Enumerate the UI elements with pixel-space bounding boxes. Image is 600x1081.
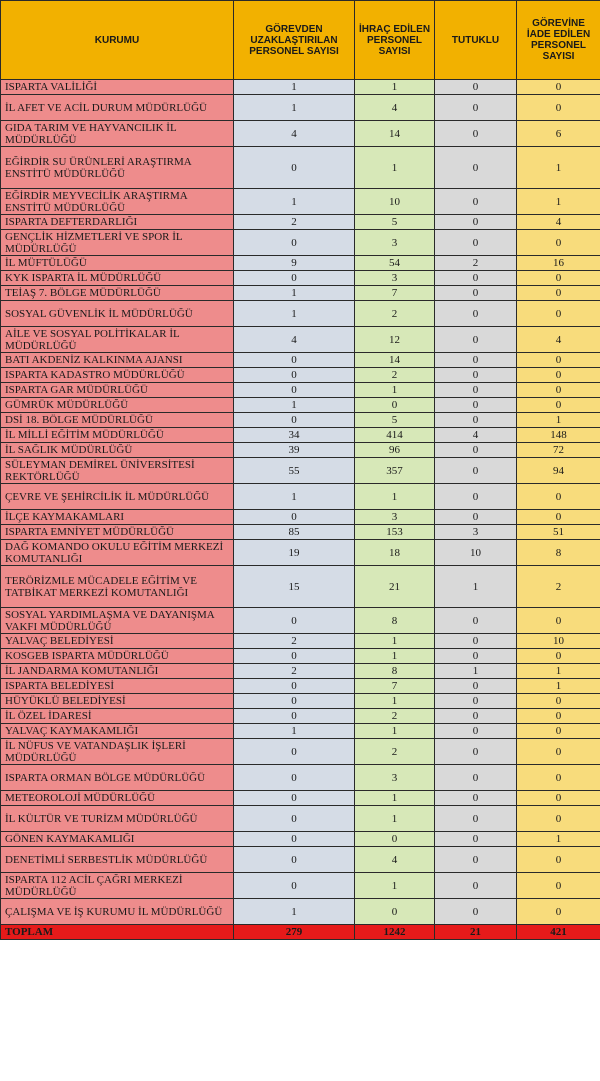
tutuklu-value: 0: [435, 510, 517, 525]
table-row: [1, 791, 600, 806]
table-row: [1, 634, 600, 649]
uzaklastirilan-value: 34: [234, 428, 355, 443]
tutuklu-value: 0: [435, 413, 517, 428]
tutuklu-value: 4: [435, 428, 517, 443]
iade-value: 0: [517, 301, 600, 327]
tutuklu-value: 0: [435, 327, 517, 353]
header-iade: GÖREVİNE İADE EDİLEN PERSONEL SAYISI: [517, 1, 600, 80]
institution-name: TEİAŞ 7. BÖLGE MÜDÜRLÜĞÜ: [1, 286, 234, 301]
table-row: [1, 566, 600, 608]
institution-name: GÜMRÜK MÜDÜRLÜĞÜ: [1, 398, 234, 413]
table-row: [1, 413, 600, 428]
institution-name: İLÇE KAYMAKAMLARI: [1, 510, 234, 525]
tutuklu-value: 0: [435, 832, 517, 847]
uzaklastirilan-value: 0: [234, 694, 355, 709]
ihrac-value: 5: [355, 215, 435, 230]
ihrac-value: 7: [355, 679, 435, 694]
institution-name: EĞİRDİR MEYVECİLİK ARAŞTIRMA ENSTİTÜ MÜDÜRLÜĞÜ: [1, 189, 234, 215]
iade-value: 0: [517, 847, 600, 873]
tutuklu-value: 0: [435, 458, 517, 484]
uzaklastirilan-value: 1: [234, 189, 355, 215]
uzaklastirilan-value: 0: [234, 679, 355, 694]
tutuklu-value: 0: [435, 215, 517, 230]
uzaklastirilan-value: 55: [234, 458, 355, 484]
uzaklastirilan-value: 1: [234, 724, 355, 739]
table-row: [1, 664, 600, 679]
uzaklastirilan-value: 1: [234, 286, 355, 301]
tutuklu-value: 0: [435, 679, 517, 694]
iade-value: 1: [517, 679, 600, 694]
institution-name: YALVAÇ KAYMAKAMLIĞI: [1, 724, 234, 739]
iade-value: 0: [517, 398, 600, 413]
table-row: [1, 679, 600, 694]
tutuklu-value: 0: [435, 271, 517, 286]
institution-name: SOSYAL GÜVENLİK İL MÜDÜRLÜĞÜ: [1, 301, 234, 327]
tutuklu-value: 0: [435, 368, 517, 383]
total-tutuklu: 21: [435, 925, 517, 940]
header-uzaklastirilan: GÖREVDEN UZAKLAŞTIRILAN PERSONEL SAYISI: [234, 1, 355, 80]
table-row: [1, 271, 600, 286]
tutuklu-value: 3: [435, 525, 517, 540]
iade-value: 0: [517, 80, 600, 95]
institution-name: İL JANDARMA KOMUTANLIĞI: [1, 664, 234, 679]
iade-value: 0: [517, 510, 600, 525]
iade-value: 4: [517, 215, 600, 230]
ihrac-value: 1: [355, 873, 435, 899]
tutuklu-value: 0: [435, 230, 517, 256]
tutuklu-value: 0: [435, 353, 517, 368]
institution-name: SÜLEYMAN DEMİREL ÜNİVERSİTESİ REKTÖRLÜĞÜ: [1, 458, 234, 484]
uzaklastirilan-value: 0: [234, 608, 355, 634]
uzaklastirilan-value: 0: [234, 383, 355, 398]
ihrac-value: 18: [355, 540, 435, 566]
iade-value: 0: [517, 806, 600, 832]
table-row: [1, 443, 600, 458]
total-uzaklastirilan: 279: [234, 925, 355, 940]
total-label: TOPLAM: [1, 925, 234, 940]
uzaklastirilan-value: 0: [234, 649, 355, 664]
ihrac-value: 0: [355, 899, 435, 925]
ihrac-value: 1: [355, 147, 435, 189]
table-row: [1, 806, 600, 832]
iade-value: 1: [517, 832, 600, 847]
ihrac-value: 3: [355, 230, 435, 256]
table-row: [1, 899, 600, 925]
tutuklu-value: 0: [435, 286, 517, 301]
institution-name: GÖNEN KAYMAKAMLIĞI: [1, 832, 234, 847]
iade-value: 8: [517, 540, 600, 566]
iade-value: 0: [517, 383, 600, 398]
tutuklu-value: 1: [435, 566, 517, 608]
institution-name: ISPARTA EMNİYET MÜDÜRLÜĞÜ: [1, 525, 234, 540]
institution-name: ISPARTA DEFTERDARLIĞI: [1, 215, 234, 230]
ihrac-value: 1: [355, 791, 435, 806]
iade-value: 6: [517, 121, 600, 147]
iade-value: 0: [517, 873, 600, 899]
institution-name: GIDA TARIM VE HAYVANCILIK İL MÜDÜRLÜĞÜ: [1, 121, 234, 147]
ihrac-value: 2: [355, 301, 435, 327]
iade-value: 1: [517, 189, 600, 215]
tutuklu-value: 0: [435, 189, 517, 215]
ihrac-value: 7: [355, 286, 435, 301]
institution-name: İL ÖZEL İDARESİ: [1, 709, 234, 724]
table-row: [1, 832, 600, 847]
tutuklu-value: 2: [435, 256, 517, 271]
iade-value: 1: [517, 413, 600, 428]
iade-value: 0: [517, 353, 600, 368]
ihrac-value: 1: [355, 80, 435, 95]
iade-value: 72: [517, 443, 600, 458]
iade-value: 1: [517, 147, 600, 189]
uzaklastirilan-value: 0: [234, 739, 355, 765]
ihrac-value: 14: [355, 121, 435, 147]
uzaklastirilan-value: 0: [234, 147, 355, 189]
ihrac-value: 1: [355, 634, 435, 649]
institution-name: ÇEVRE VE ŞEHİRCİLİK İL MÜDÜRLÜĞÜ: [1, 484, 234, 510]
uzaklastirilan-value: 0: [234, 832, 355, 847]
ihrac-value: 2: [355, 739, 435, 765]
ihrac-value: 3: [355, 271, 435, 286]
uzaklastirilan-value: 15: [234, 566, 355, 608]
iade-value: 2: [517, 566, 600, 608]
tutuklu-value: 0: [435, 484, 517, 510]
uzaklastirilan-value: 4: [234, 327, 355, 353]
tutuklu-value: 0: [435, 383, 517, 398]
institution-name: BATI AKDENİZ KALKINMA AJANSI: [1, 353, 234, 368]
table-row: [1, 739, 600, 765]
ihrac-value: 2: [355, 709, 435, 724]
uzaklastirilan-value: 0: [234, 368, 355, 383]
table-row: [1, 458, 600, 484]
ihrac-value: 8: [355, 664, 435, 679]
ihrac-value: 1: [355, 694, 435, 709]
institution-name: METEOROLOJİ MÜDÜRLÜĞÜ: [1, 791, 234, 806]
institution-name: GENÇLİK HİZMETLERİ VE SPOR İL MÜDÜRLÜĞÜ: [1, 230, 234, 256]
institution-name: İL AFET VE ACİL DURUM MÜDÜRLÜĞÜ: [1, 95, 234, 121]
ihrac-value: 153: [355, 525, 435, 540]
table-row: [1, 256, 600, 271]
table-row: [1, 724, 600, 739]
ihrac-value: 21: [355, 566, 435, 608]
total-row: [1, 925, 600, 940]
uzaklastirilan-value: 1: [234, 95, 355, 121]
table-row: [1, 510, 600, 525]
uzaklastirilan-value: 1: [234, 80, 355, 95]
tutuklu-value: 0: [435, 709, 517, 724]
ihrac-value: 4: [355, 847, 435, 873]
iade-value: 0: [517, 649, 600, 664]
header-tutuklu: TUTUKLU: [435, 1, 517, 80]
tutuklu-value: 0: [435, 899, 517, 925]
uzaklastirilan-value: 1: [234, 484, 355, 510]
uzaklastirilan-value: 1: [234, 301, 355, 327]
institution-name: SOSYAL YARDIMLAŞMA VE DAYANIŞMA VAKFI MÜDÜRLÜĞÜ: [1, 608, 234, 634]
tutuklu-value: 0: [435, 694, 517, 709]
institution-name: DAĞ KOMANDO OKULU EĞİTİM MERKEZİ KOMUTANLIĞI: [1, 540, 234, 566]
uzaklastirilan-value: 2: [234, 215, 355, 230]
header-kurumu: KURUMU: [1, 1, 234, 80]
table-row: [1, 121, 600, 147]
uzaklastirilan-value: 1: [234, 899, 355, 925]
uzaklastirilan-value: 19: [234, 540, 355, 566]
ihrac-value: 12: [355, 327, 435, 353]
table-row: [1, 147, 600, 189]
uzaklastirilan-value: 0: [234, 806, 355, 832]
table-row: [1, 709, 600, 724]
ihrac-value: 1: [355, 383, 435, 398]
ihrac-value: 1: [355, 724, 435, 739]
institution-name: ISPARTA ORMAN BÖLGE MÜDÜRLÜĞÜ: [1, 765, 234, 791]
institution-name: ISPARTA GAR MÜDÜRLÜĞÜ: [1, 383, 234, 398]
table-row: [1, 608, 600, 634]
uzaklastirilan-value: 0: [234, 709, 355, 724]
iade-value: 16: [517, 256, 600, 271]
institution-name: İL NÜFUS VE VATANDAŞLIK İŞLERİ MÜDÜRLÜĞÜ: [1, 739, 234, 765]
tutuklu-value: 0: [435, 873, 517, 899]
institution-name: YALVAÇ BELEDİYESİ: [1, 634, 234, 649]
table-row: [1, 327, 600, 353]
tutuklu-value: 0: [435, 608, 517, 634]
table-row: [1, 215, 600, 230]
iade-value: 0: [517, 484, 600, 510]
table-row: [1, 301, 600, 327]
tutuklu-value: 1: [435, 664, 517, 679]
tutuklu-value: 0: [435, 791, 517, 806]
tutuklu-value: 0: [435, 443, 517, 458]
tutuklu-value: 0: [435, 739, 517, 765]
institution-name: İL KÜLTÜR VE TURİZM MÜDÜRLÜĞÜ: [1, 806, 234, 832]
uzaklastirilan-value: 85: [234, 525, 355, 540]
iade-value: 0: [517, 791, 600, 806]
table-row: [1, 95, 600, 121]
iade-value: 0: [517, 724, 600, 739]
iade-value: 0: [517, 230, 600, 256]
iade-value: 148: [517, 428, 600, 443]
iade-value: 0: [517, 95, 600, 121]
total-ihrac: 1242: [355, 925, 435, 940]
iade-value: 4: [517, 327, 600, 353]
institution-name: TERÖRİZMLE MÜCADELE EĞİTİM VE TATBİKAT MERKEZİ KOMUTANLIĞI: [1, 566, 234, 608]
iade-value: 0: [517, 608, 600, 634]
ihrac-value: 1: [355, 484, 435, 510]
iade-value: 0: [517, 368, 600, 383]
table-row: [1, 286, 600, 301]
ihrac-value: 5: [355, 413, 435, 428]
iade-value: 0: [517, 709, 600, 724]
iade-value: 0: [517, 765, 600, 791]
institution-name: İL MÜFTÜLÜĞÜ: [1, 256, 234, 271]
tutuklu-value: 0: [435, 80, 517, 95]
tutuklu-value: 0: [435, 121, 517, 147]
uzaklastirilan-value: 1: [234, 398, 355, 413]
uzaklastirilan-value: 4: [234, 121, 355, 147]
uzaklastirilan-value: 0: [234, 847, 355, 873]
iade-value: 0: [517, 694, 600, 709]
ihrac-value: 414: [355, 428, 435, 443]
iade-value: 0: [517, 271, 600, 286]
ihrac-value: 1: [355, 806, 435, 832]
tutuklu-value: 0: [435, 95, 517, 121]
total-iade: 421: [517, 925, 600, 940]
table-row: [1, 525, 600, 540]
table-row: [1, 694, 600, 709]
ihrac-value: 4: [355, 95, 435, 121]
institution-name: AİLE VE SOSYAL POLİTİKALAR İL MÜDÜRLÜĞÜ: [1, 327, 234, 353]
institution-name: ÇALIŞMA VE İŞ KURUMU İL MÜDÜRLÜĞÜ: [1, 899, 234, 925]
ihrac-value: 3: [355, 510, 435, 525]
ihrac-value: 10: [355, 189, 435, 215]
uzaklastirilan-value: 2: [234, 664, 355, 679]
table-row: [1, 765, 600, 791]
ihrac-value: 2: [355, 368, 435, 383]
institution-name: KOSGEB ISPARTA MÜDÜRLÜĞÜ: [1, 649, 234, 664]
table-row: [1, 873, 600, 899]
uzaklastirilan-value: 0: [234, 765, 355, 791]
tutuklu-value: 0: [435, 147, 517, 189]
tutuklu-value: 0: [435, 724, 517, 739]
ihrac-value: 54: [355, 256, 435, 271]
tutuklu-value: 0: [435, 649, 517, 664]
table-row: [1, 428, 600, 443]
uzaklastirilan-value: 2: [234, 634, 355, 649]
table-row: [1, 353, 600, 368]
tutuklu-value: 0: [435, 301, 517, 327]
iade-value: 0: [517, 899, 600, 925]
institution-name: ISPARTA 112 ACİL ÇAĞRI MERKEZİ MÜDÜRLÜĞÜ: [1, 873, 234, 899]
table-row: [1, 484, 600, 510]
table-row: [1, 80, 600, 95]
uzaklastirilan-value: 0: [234, 791, 355, 806]
institution-name: EĞİRDİR SU ÜRÜNLERİ ARAŞTIRMA ENSTİTÜ MÜDÜRLÜĞÜ: [1, 147, 234, 189]
uzaklastirilan-value: 39: [234, 443, 355, 458]
tutuklu-value: 0: [435, 398, 517, 413]
table-row: [1, 368, 600, 383]
uzaklastirilan-value: 0: [234, 230, 355, 256]
iade-value: 1: [517, 664, 600, 679]
uzaklastirilan-value: 0: [234, 353, 355, 368]
institution-name: HÜYÜKLÜ BELEDİYESİ: [1, 694, 234, 709]
table-row: [1, 649, 600, 664]
ihrac-value: 0: [355, 398, 435, 413]
institution-name: KYK ISPARTA İL MÜDÜRLÜĞÜ: [1, 271, 234, 286]
institution-name: ISPARTA KADASTRO MÜDÜRLÜĞÜ: [1, 368, 234, 383]
uzaklastirilan-value: 0: [234, 873, 355, 899]
ihrac-value: 357: [355, 458, 435, 484]
institution-name: İL SAĞLIK MÜDÜRLÜĞÜ: [1, 443, 234, 458]
table-row: [1, 230, 600, 256]
table-row: [1, 540, 600, 566]
institution-name: ISPARTA VALİLİĞİ: [1, 80, 234, 95]
iade-value: 10: [517, 634, 600, 649]
iade-value: 0: [517, 739, 600, 765]
table-row: [1, 383, 600, 398]
institution-name: İL MİLLİ EĞİTİM MÜDÜRLÜĞÜ: [1, 428, 234, 443]
uzaklastirilan-value: 0: [234, 271, 355, 286]
ihrac-value: 96: [355, 443, 435, 458]
iade-value: 51: [517, 525, 600, 540]
tutuklu-value: 10: [435, 540, 517, 566]
ihrac-value: 14: [355, 353, 435, 368]
iade-value: 94: [517, 458, 600, 484]
institution-name: DSİ 18. BÖLGE MÜDÜRLÜĞÜ: [1, 413, 234, 428]
ihrac-value: 0: [355, 832, 435, 847]
header-row: [1, 1, 600, 80]
ihrac-value: 3: [355, 765, 435, 791]
tutuklu-value: 0: [435, 806, 517, 832]
tutuklu-value: 0: [435, 765, 517, 791]
table-body: [1, 80, 600, 925]
institution-name: DENETİMLİ SERBESTLİK MÜDÜRLÜĞÜ: [1, 847, 234, 873]
tutuklu-value: 0: [435, 634, 517, 649]
institution-name: ISPARTA BELEDİYESİ: [1, 679, 234, 694]
uzaklastirilan-value: 9: [234, 256, 355, 271]
tutuklu-value: 0: [435, 847, 517, 873]
table-row: [1, 189, 600, 215]
table-row: [1, 847, 600, 873]
ihrac-value: 1: [355, 649, 435, 664]
uzaklastirilan-value: 0: [234, 413, 355, 428]
table-row: [1, 398, 600, 413]
ihrac-value: 8: [355, 608, 435, 634]
uzaklastirilan-value: 0: [234, 510, 355, 525]
header-ihrac: İHRAÇ EDİLEN PERSONEL SAYISI: [355, 1, 435, 80]
iade-value: 0: [517, 286, 600, 301]
